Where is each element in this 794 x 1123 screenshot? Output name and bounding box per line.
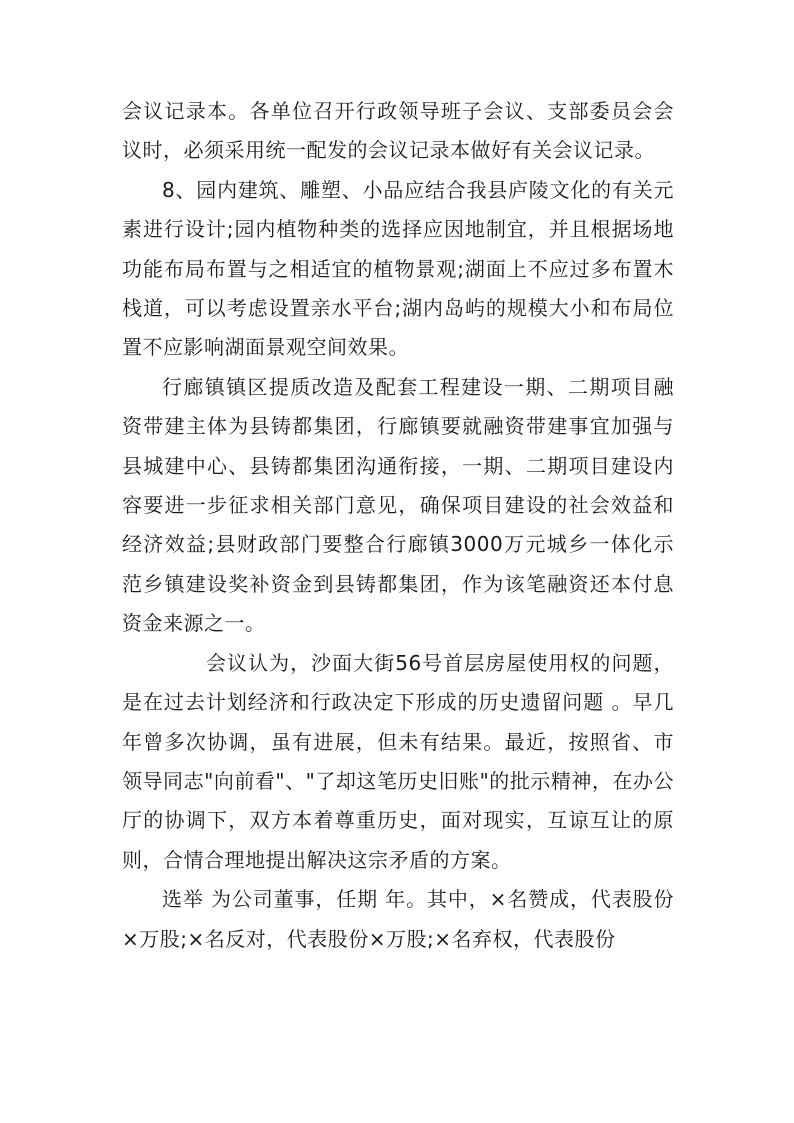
document-body bbox=[122, 92, 674, 959]
paragraph-town-financing: 行廊镇镇区提质改造及配套工程建设一期、二期项目融资带建主体为县铸都集团，行廊镇要就融资带建事宜加强与县城建中心、县铸都集团沟通衔接，一期、二期项目建设内容要进一步征求相关部门意见，确保项目建设的社会效益和经济效益;县财政部门要整合行廊镇3000万元城乡一体化示范乡镇建设奖补资金到县铸都集团，作为该笔融资还本付息资金来源之一。 bbox=[122, 374, 674, 636]
paragraph-property-rights: 会议认为，沙面大街56号首层房屋使用权的问题，是在过去计划经济和行政决定下形成的历史遗留问题 。早几年曾多次协调，虽有进展，但未有结果。最近，按照省、市领导同志"向前看"、"了却这笔历史旧账"的批示精神，在办公厅的协调下，双方本着尊重历史，面对现实，互谅互让的原则，合情合理地提出解决这宗矛盾的方案。 bbox=[122, 650, 674, 872]
paragraph-park-design: 8、园内建筑、雕塑、小品应结合我县庐陵文化的有关元素进行设计;园内植物种类的选择应因地制宜，并且根据场地功能布局布置与之相适宜的植物景观;湖面上不应过多布置木栈道，可以考虑设置亲水平台;湖内岛屿的规模大小和布局位置不应影响湖面景观空间效果。 bbox=[122, 177, 674, 360]
paragraph-meeting-records: 会议记录本。各单位召开行政领导班子会议、支部委员会会议时，必须采用统一配发的会议记录本做好有关会议记录。 bbox=[122, 99, 674, 163]
paragraph-board-election: 选举 为公司董事，任期 年。其中，×名赞成，代表股份×万股;×名反对，代表股份×万股;×名弃权，代表股份 bbox=[122, 887, 674, 951]
